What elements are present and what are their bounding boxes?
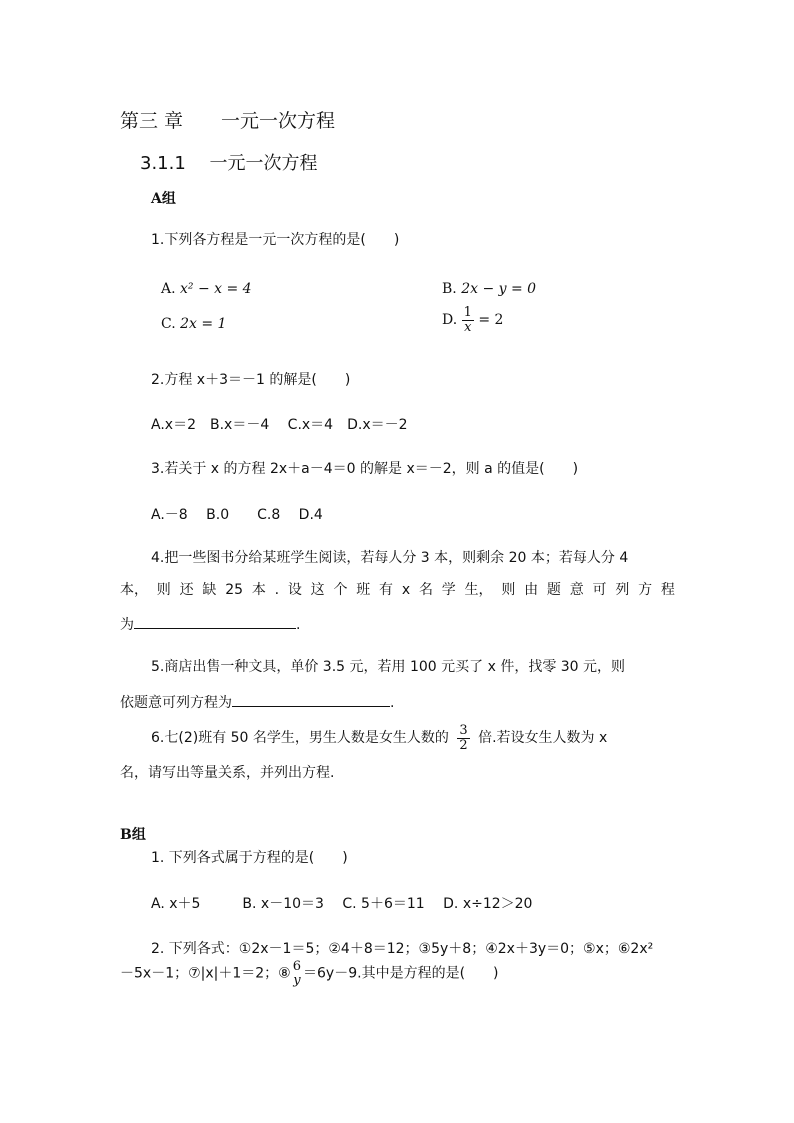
q4-word: 名 — [418, 582, 433, 598]
q3-stem: 3.若关于 x 的方程 2x＋a－4＝0 的解是 x＝－2，则 a 的值是( ) — [151, 461, 579, 477]
q4-word: 本， — [120, 582, 148, 598]
b2-line2-post: ＝6y－9.其中是方程的是( ) — [303, 965, 499, 982]
q1-option-d — [442, 306, 503, 334]
q1-option-a-prefix: A. — [161, 281, 181, 297]
q6-line1 — [151, 724, 607, 752]
q2-stem: 2.方程 x＋3＝－1 的解是( ) — [151, 372, 351, 388]
b2-line1: 2. 下列各式：①2x－1＝5；②4＋8＝12；③5y＋8；④2x＋3y＝0；⑤x；⑥2x² — [151, 941, 654, 957]
q4-answer-blank[interactable] — [134, 614, 296, 629]
b2-fraction — [291, 960, 303, 987]
q1-option-c-prefix: C. — [161, 316, 181, 332]
q5-line2 — [120, 692, 394, 710]
q5-answer-blank[interactable] — [232, 692, 390, 707]
group-b-heading: B组 — [120, 827, 146, 843]
q4-word: 还 — [179, 582, 194, 598]
q5-line2-prefix: 依题意可列方程为 — [120, 695, 232, 711]
q1-option-d-rest: = 2 — [478, 312, 504, 329]
q4-word: 则 — [501, 582, 516, 598]
q6-line1-post: 倍.若设女生人数为 x — [478, 730, 608, 747]
q4-word: . — [274, 582, 280, 598]
q4-line3-prefix: 为 — [120, 617, 134, 633]
b2-fraction-denominator: y — [293, 972, 301, 988]
b2-line2-pre: －5x－1；⑦|x|＋1＝2；⑧ — [120, 965, 291, 982]
q4-line1: 4.把一些图书分给某班学生阅读，若每人分 3 本，则剩余 20 本；若每人分 4 — [151, 550, 629, 566]
q4-word: 个 — [333, 582, 348, 598]
q4-word: 设 — [287, 582, 302, 598]
section-title: 3.1.1 一元一次方程 — [140, 153, 318, 174]
q4-word: 则 — [156, 582, 171, 598]
q1-option-c — [161, 317, 226, 331]
q4-word: 班 — [356, 582, 371, 598]
q3-options: A.－8 B.0 C.8 D.4 — [151, 507, 323, 523]
q1-option-c-expr: 2x = 1 — [180, 316, 227, 332]
q4-word: 这 — [310, 582, 325, 598]
q5-line2-suffix: . — [390, 695, 395, 711]
b1-options: A. x＋5 B. x－10＝3 C. 5＋6＝11 D. x÷12＞20 — [151, 896, 533, 912]
q4-word: 25 — [225, 582, 244, 598]
q1-option-b — [442, 282, 536, 296]
group-a-heading: A组 — [151, 191, 176, 207]
q1-option-b-prefix: B. — [442, 281, 462, 297]
q2-options: A.x＝2 B.x＝－4 C.x＝4 D.x＝－2 — [151, 417, 408, 433]
q1-option-d-denominator: x — [464, 319, 472, 335]
q4-word: 方 — [638, 582, 653, 598]
q4-word: 有 — [379, 582, 394, 598]
q4-line3 — [120, 614, 300, 632]
q5-line1: 5.商店出售一种文具，单价 3.5 元，若用 100 元买了 x 件，找零 30 元，则 — [151, 659, 626, 675]
q4-word: 生， — [464, 582, 493, 598]
q1-option-b-expr: 2x − y = 0 — [461, 281, 537, 297]
q4-line3-suffix: . — [296, 617, 301, 633]
q4-word: 学 — [441, 582, 456, 598]
q4-word: 由 — [524, 582, 539, 598]
q6-fraction-denominator: 2 — [459, 737, 468, 753]
q4-word: 缺 — [202, 582, 217, 598]
q4-line2 — [120, 583, 675, 597]
q1-option-d-numerator: 1 — [463, 305, 472, 320]
q6-fraction-numerator: 3 — [459, 723, 468, 738]
q4-word: x — [401, 582, 411, 598]
chapter-title: 第三 章 一元一次方程 — [120, 110, 336, 132]
q6-line2: 名，请写出等量关系，并列出方程. — [120, 765, 335, 781]
q4-word: 程 — [660, 582, 675, 598]
q1-option-d-prefix: D. — [442, 312, 462, 329]
b1-stem: 1. 下列各式属于方程的是( ) — [151, 850, 348, 866]
q4-word: 意 — [569, 582, 584, 598]
b2-line2 — [120, 960, 499, 987]
q6-line1-pre: 6.七(2)班有 50 名学生，男生人数是女生人数的 — [151, 730, 449, 747]
q4-word: 本 — [251, 582, 266, 598]
q4-word: 题 — [546, 582, 561, 598]
q1-stem: 1.下列各方程是一元一次方程的是( ) — [151, 232, 400, 248]
q1-option-a — [161, 282, 252, 296]
q6-fraction — [457, 724, 469, 752]
q1-option-a-expr: x² − x = 4 — [180, 281, 252, 297]
q1-option-d-fraction — [462, 306, 474, 334]
b2-fraction-numerator: 6 — [292, 959, 302, 974]
q4-word: 可 — [592, 582, 607, 598]
q4-word: 列 — [615, 582, 630, 598]
